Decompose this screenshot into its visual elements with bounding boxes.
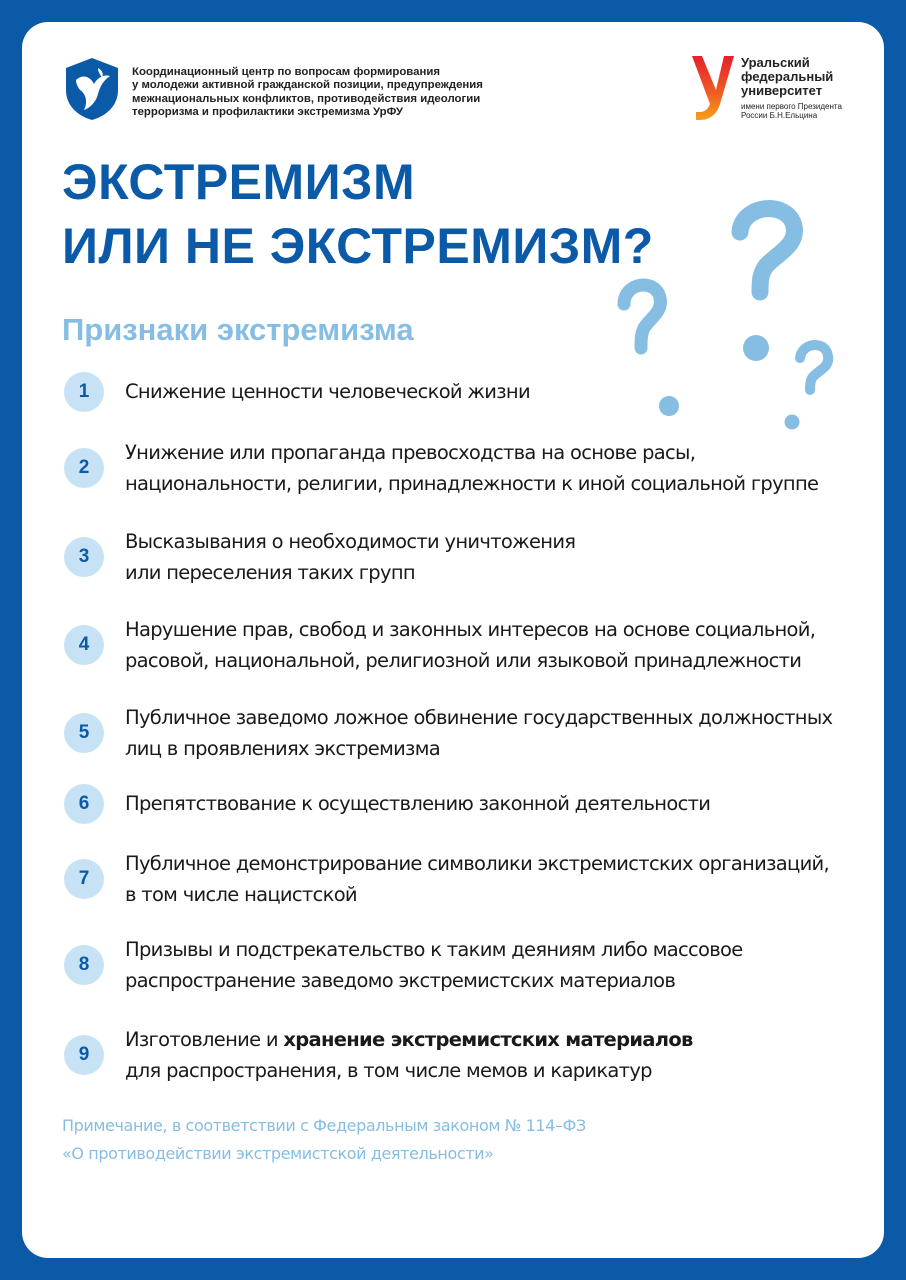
item-text-plain: Изготовление и (125, 1028, 284, 1051)
item-text-line: или переселения таких групп (125, 561, 415, 584)
footnote-line: Примечание, в соответствии с Федеральным законом № 114–ФЗ (62, 1116, 586, 1135)
item-text-line: лиц в проявлениях экстремизма (125, 737, 440, 760)
item-text (125, 614, 850, 676)
list-item (64, 848, 854, 910)
item-text (125, 526, 850, 588)
org-name (132, 66, 532, 119)
item-text-bold: хранение экстремистских материалов (283, 1028, 693, 1051)
item-text-line: в том числе нацистской (125, 883, 357, 906)
list-item (64, 437, 854, 499)
item-number-badge: 9 (64, 1035, 104, 1075)
urfu-name-line: университет (741, 83, 823, 98)
item-text-line (125, 1024, 850, 1055)
section-subtitle: Признаки экстремизма (62, 312, 414, 347)
item-text-line: Публичное демонстрирование символики экстремистских организаций, (125, 852, 830, 875)
item-text-line: распространение заведомо экстремистских материалов (125, 969, 676, 992)
item-number-badge: 2 (64, 448, 104, 488)
item-text-line: для распространения, в том числе мемов и карикатур (125, 1059, 652, 1082)
org-name-line: терроризма и профилактики экстремизма УрФУ (132, 105, 404, 118)
urfu-name (741, 56, 833, 98)
urfu-logo (690, 54, 860, 124)
list-item (64, 702, 854, 764)
page-title (62, 150, 654, 278)
list-item (64, 526, 854, 588)
item-text-line: Публичное заведомо ложное обвинение государственных должностных (125, 706, 833, 729)
item-text-line: Снижение ценности человеческой жизни (125, 380, 530, 403)
list-item (64, 788, 854, 819)
urfu-name-line: Уральский (741, 55, 810, 70)
item-text (125, 437, 850, 499)
urfu-u-mark-icon (690, 54, 736, 122)
title-line: ИЛИ НЕ ЭКСТРЕМИЗМ? (62, 218, 654, 274)
list-item (64, 376, 854, 407)
list-item (64, 934, 854, 996)
item-text-line: Высказывания о необходимости уничтожения (125, 530, 576, 553)
item-text-line: Нарушение прав, свобод и законных интересов на основе социальной, (125, 618, 816, 641)
org-name-line: у молодежи активной гражданской позиции, предупреждения (132, 79, 483, 92)
urfu-name-line: федеральный (741, 69, 834, 84)
item-number-badge: 1 (64, 372, 104, 412)
item-number-badge: 8 (64, 945, 104, 985)
item-text-line: национальности, религии, принадлежности к иной социальной группе (125, 472, 819, 495)
item-text-line: расовой, национальной, религиозной или языковой принадлежности (125, 649, 802, 672)
org-name-line: межнациональных конфликтов, противодействия идеологии (132, 92, 481, 105)
item-text (125, 848, 850, 910)
org-name-line: Координационный центр по вопросам формирования (132, 66, 441, 78)
item-text (125, 376, 850, 407)
header (62, 54, 852, 134)
title-line: ЭКСТРЕМИЗМ (62, 154, 416, 210)
item-text (125, 934, 850, 996)
item-number-badge: 6 (64, 784, 104, 824)
item-number-badge: 7 (64, 859, 104, 899)
urfu-subtitle-line: имени первого Президента (741, 102, 842, 111)
item-text (125, 1024, 850, 1086)
footnote-line: «О противодействии экстремистской деятельности» (62, 1144, 494, 1163)
urfu-subtitle (741, 102, 842, 120)
urfu-subtitle-line: России Б.Н.Ельцина (741, 111, 818, 120)
item-text-line: Унижение или пропаганда превосходства на основе расы, (125, 441, 696, 464)
item-number-badge: 5 (64, 713, 104, 753)
footnote (62, 1112, 586, 1168)
item-text-line: Препятствование к осуществлению законной деятельности (125, 792, 711, 815)
list-item (64, 1024, 854, 1086)
item-number-badge: 3 (64, 537, 104, 577)
item-number-badge: 4 (64, 625, 104, 665)
item-text-line: Призывы и подстрекательство к таким деяниям либо массовое (125, 938, 743, 961)
poster-card (22, 22, 884, 1258)
item-text (125, 702, 850, 764)
list-item (64, 614, 854, 676)
item-text (125, 788, 850, 819)
dove-shield-logo-icon (64, 56, 120, 122)
